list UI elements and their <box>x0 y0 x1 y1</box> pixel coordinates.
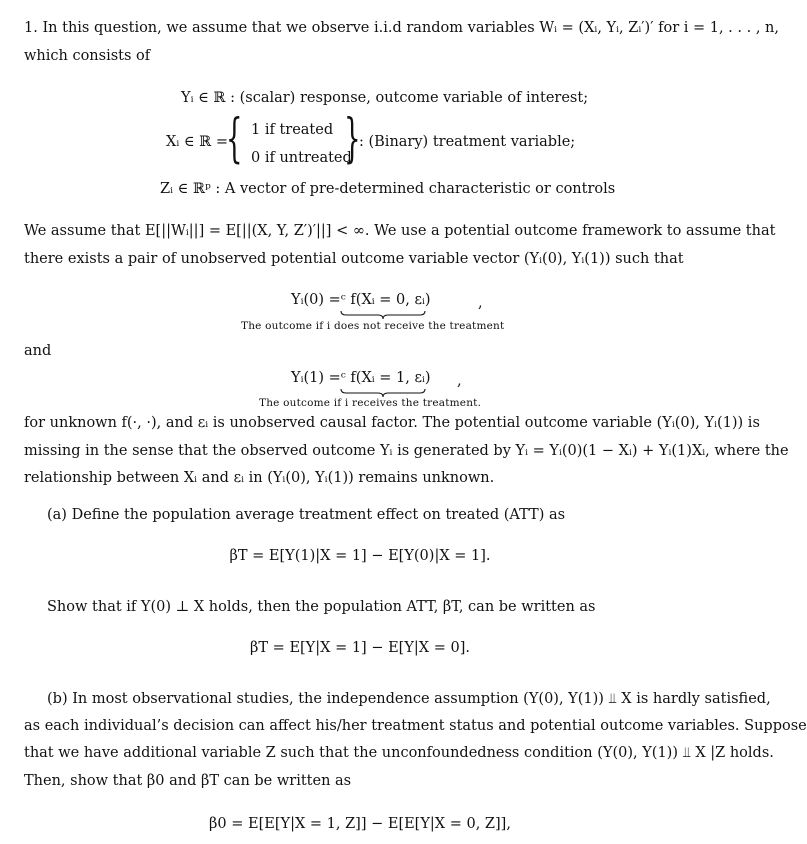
caption-y0: The outcome if i does not receive the treatment <box>241 320 505 332</box>
part-b-line-1: (b) In most observational studies, the independence assumption (Y(0), Y(1)) ⫫ X is hardly satisfied, <box>47 691 771 707</box>
and-text: and <box>24 343 52 359</box>
part-a-equation-2: βT = E[Y|X = 1] − E[Y|X = 0]. <box>250 640 470 656</box>
definition-y: Yᵢ ∈ ℝ : (scalar) response, outcome variable of interest; <box>181 90 589 106</box>
equation-y0-comma: , <box>478 295 483 311</box>
intro-line-1: 1. In this question, we assume that we observe i.i.d random variables Wᵢ = (Xᵢ, Yᵢ, Zᵢ′)′ for i = 1, . . . , n, <box>24 20 779 36</box>
caption-y1: The outcome if i receives the treatment. <box>259 397 482 409</box>
intro-line-2: which consists of <box>24 48 151 64</box>
part-b-line-2: as each individual’s decision can affect his/her treatment status and potential outcome variables. Suppose <box>24 718 807 734</box>
definition-x-treated: 1 if treated <box>251 122 334 138</box>
part-a-line-1: (a) Define the population average treatment effect on treated (ATT) as <box>47 507 566 523</box>
assumption-line-1: We assume that E[||Wᵢ||] = E[||(X, Y, Z′)′||] < ∞. We use a potential outcome framework to assume that <box>24 223 776 239</box>
definition-x-untreated: 0 if untreated <box>251 150 352 166</box>
paragraph-line-2: missing in the sense that the observed outcome Yᵢ is generated by Yᵢ = Yᵢ(0)(1 − Xᵢ) + Yᵢ(1)Xᵢ, where the <box>24 443 789 459</box>
part-b-line-4: Then, show that β0 and βT can be written as <box>24 773 352 789</box>
assumption-line-2: there exists a pair of unobserved potential outcome variable vector (Yᵢ(0), Yᵢ(1)) such that <box>24 251 684 267</box>
part-a-equation-1: βT = E[Y(1)|X = 1] − E[Y(0)|X = 1]. <box>229 548 491 564</box>
paragraph-line-3: relationship between Xᵢ and εᵢ in (Yᵢ(0), Yᵢ(1)) remains unknown. <box>24 470 495 486</box>
left-brace: { <box>226 109 243 169</box>
equation-y0: Yᵢ(0) =ᶜ f(Xᵢ = 0, εᵢ) <box>291 292 431 308</box>
part-a-line-2: Show that if Y(0) ⊥ X holds, then the population ATT, βT, can be written as <box>47 599 596 615</box>
equation-y1-comma: , <box>457 373 462 389</box>
paragraph-line-1: for unknown f(·, ·), and εᵢ is unobserved causal factor. The potential outcome variable (Yᵢ(0), Yᵢ(1)) is <box>24 415 760 431</box>
equation-y1: Yᵢ(1) =ᶜ f(Xᵢ = 1, εᵢ) <box>291 370 431 386</box>
definition-x-left: Xᵢ ∈ ℝ = <box>166 134 229 150</box>
part-b-line-3: that we have additional variable Z such that the unconfoundedness condition (Y(0), Y(1)) ⫫ X |Z holds. <box>24 745 774 761</box>
right-brace: } <box>344 109 361 169</box>
definition-x-right: : (Binary) treatment variable; <box>359 134 576 150</box>
underbrace-y0 <box>340 310 426 320</box>
definition-z: Zᵢ ∈ ℝᵖ : A vector of pre-determined characteristic or controls <box>160 181 616 197</box>
part-b-equation-1: β0 = E[E[Y|X = 1, Z]] − E[E[Y|X = 0, Z]], <box>209 816 511 832</box>
